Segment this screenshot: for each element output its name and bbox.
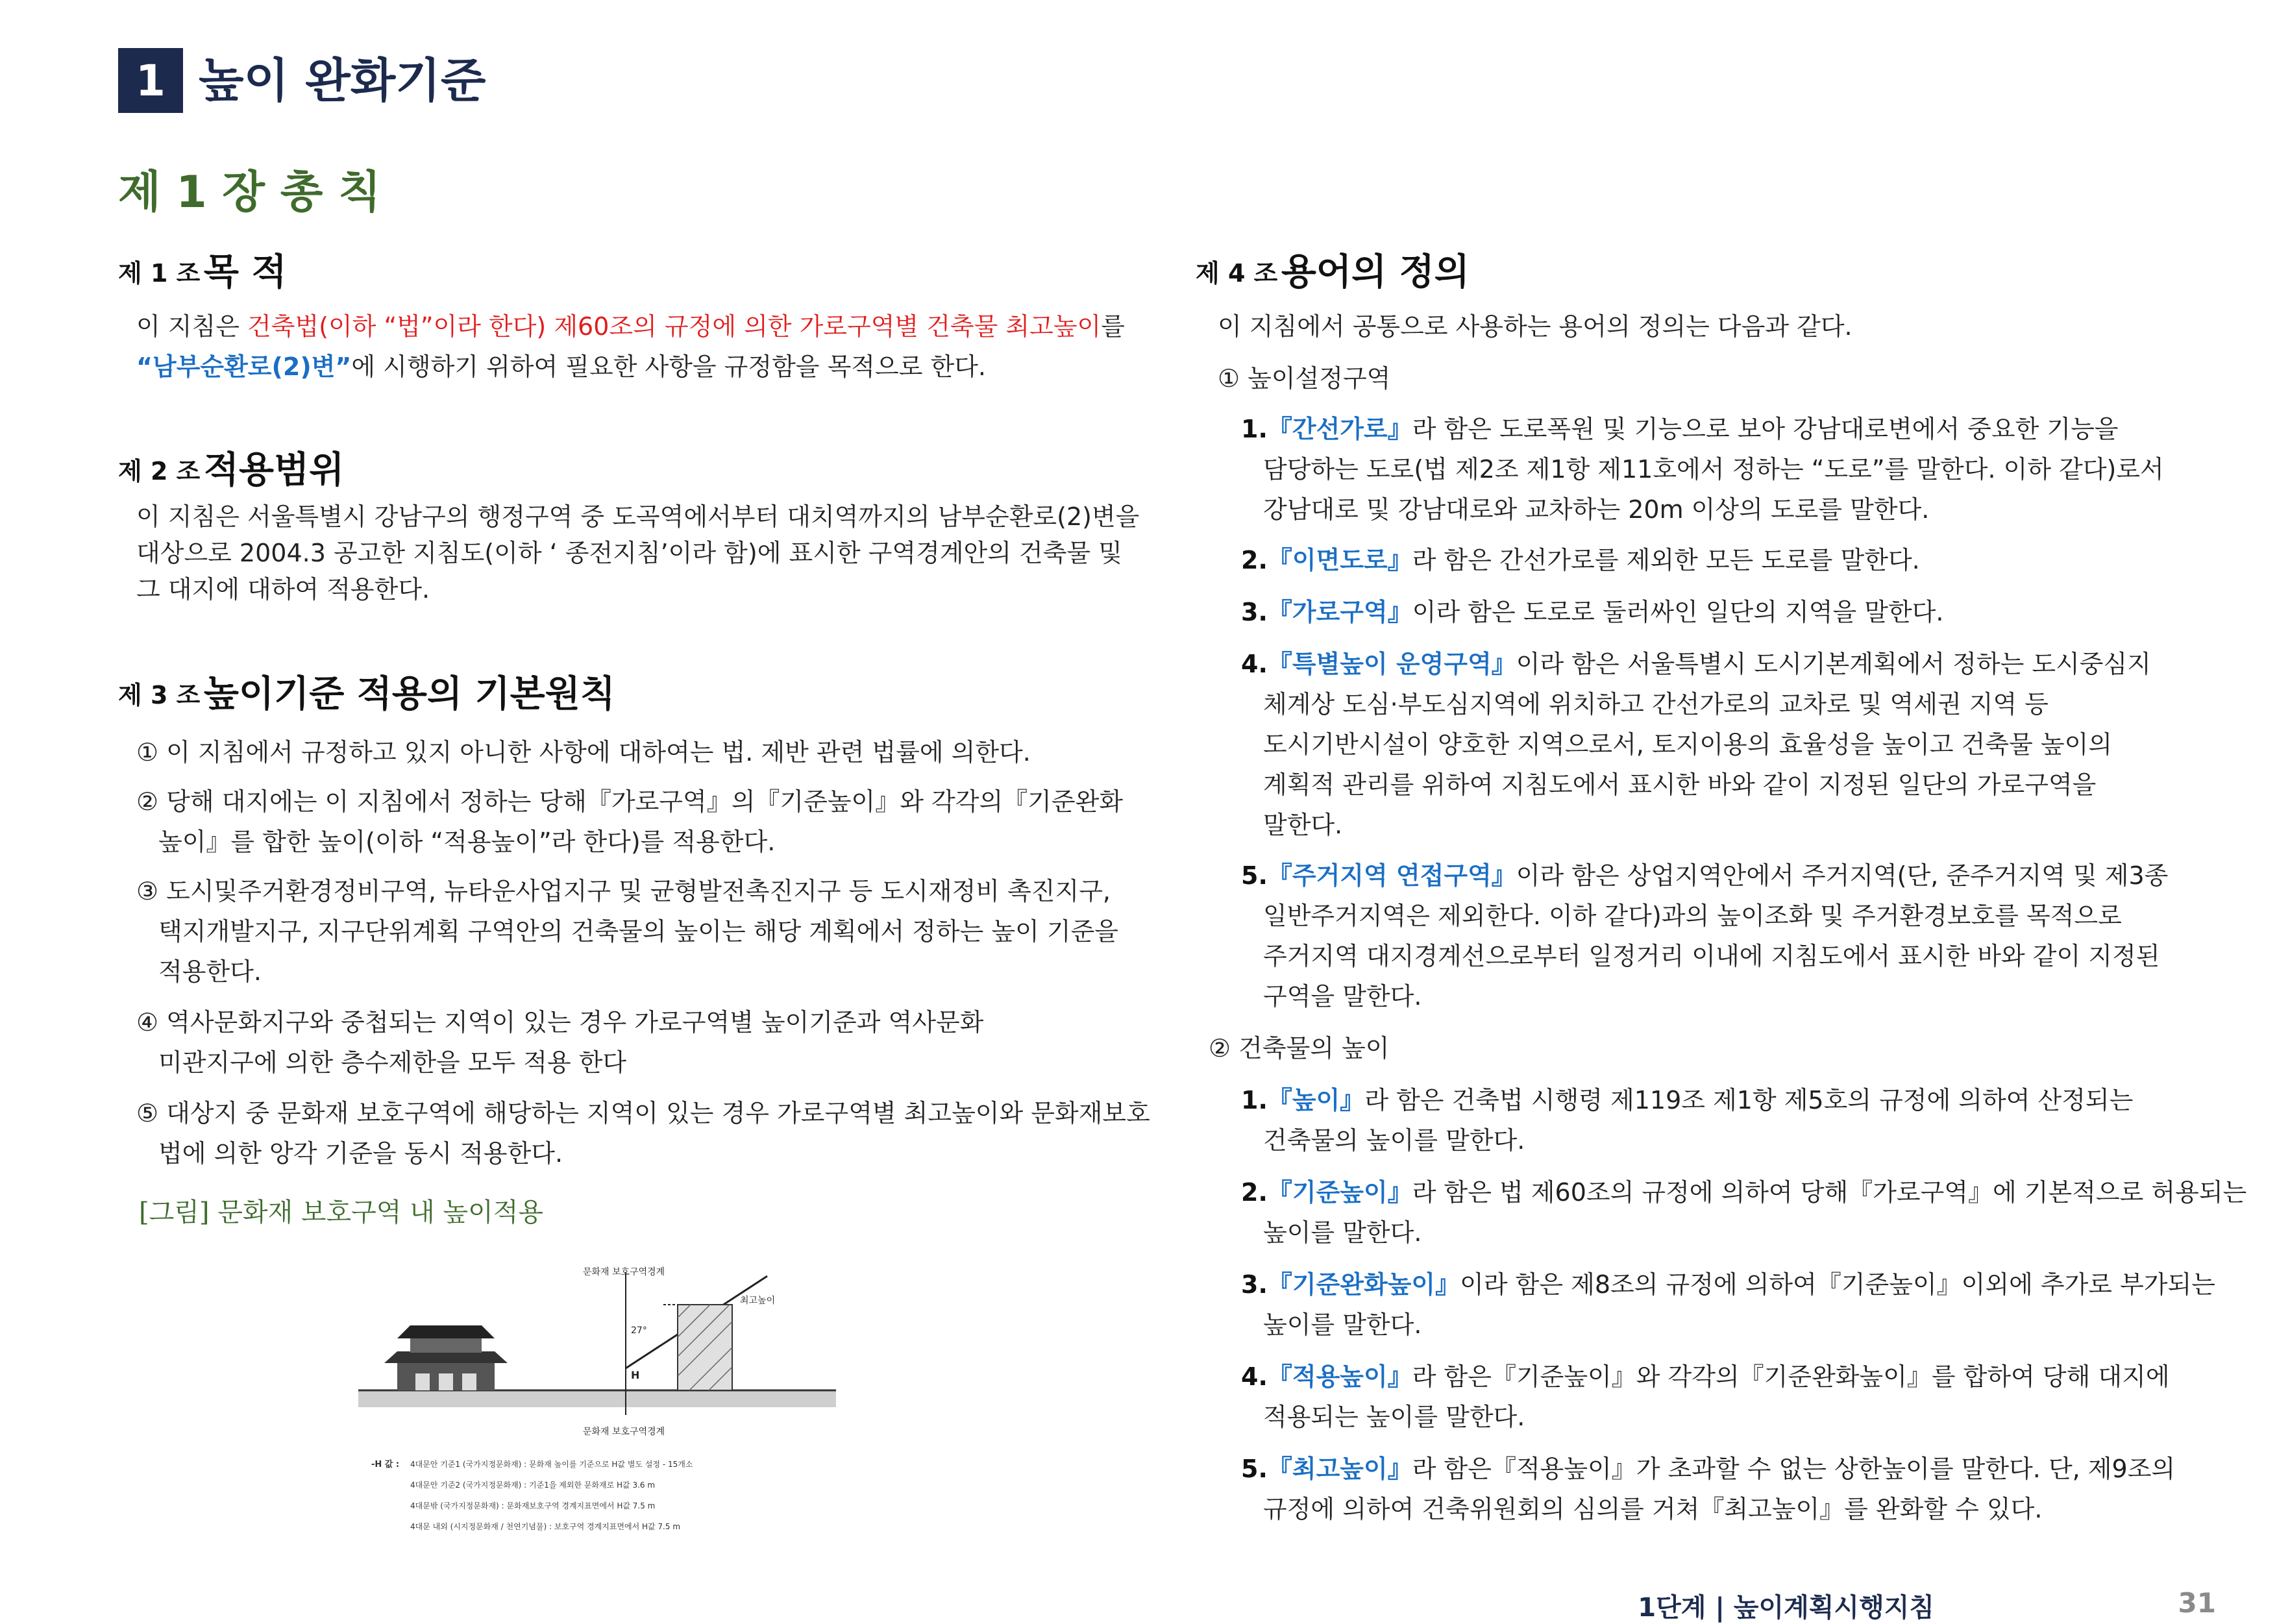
article-2-heading xyxy=(118,448,344,502)
article-3-item-5-line-1: ⑤ 대상지 중 문화재 보호구역에 해당하는 지역이 있는 경우 가로구역별 최고높이와 문화재보호 xyxy=(136,1099,1150,1127)
term-label: 『이면도로』 xyxy=(1267,546,1412,574)
term-text: 라 함은 간선가로를 제외한 모든 도로를 말한다. xyxy=(1412,546,1920,574)
term-number: 4. xyxy=(1241,650,1268,678)
text-segment: 이 지침은 xyxy=(136,312,247,341)
article-1-title: 목 적 xyxy=(203,251,287,293)
height-term-4 xyxy=(1241,1357,2170,1397)
article-2-prefix: 제 2 조 xyxy=(118,457,201,486)
term-1-line-3: 강남대로 및 강남대로와 교차하는 20m 이상의 도로를 말한다. xyxy=(1263,495,1930,524)
label-boundary-top: 문화재 보호구역경계 xyxy=(583,1267,665,1277)
article-2-line-1: 이 지침은 서울특별시 강남구의 행정구역 중 도곡역에서부터 대치역까지의 남부순환로(2)변을 xyxy=(136,502,1140,531)
article-3-item-4-line-2: 미관지구에 의한 층수제한을 모두 적용 한다 xyxy=(158,1048,627,1077)
term-text: 라 함은 법 제60조의 규정에 의하여 당해『가로구역』에 기본적으로 허용되는 xyxy=(1412,1178,2247,1207)
term-number: 5. xyxy=(1241,861,1268,890)
building-block xyxy=(678,1305,732,1390)
term-text: 라 함은 도로폭원 및 기능으로 보아 강남대로변에서 중요한 기능을 xyxy=(1412,415,2119,443)
term-5 xyxy=(1241,855,2168,896)
term-label: 『간선가로』 xyxy=(1267,415,1412,443)
height-term-3 xyxy=(1241,1264,2215,1305)
term-number: 1. xyxy=(1241,415,1268,443)
height-term-2-line-2: 높이를 말한다. xyxy=(1263,1218,1422,1247)
term-number: 4. xyxy=(1241,1362,1268,1391)
article-3-heading xyxy=(118,672,615,726)
article-2-line-2: 대상으로 2004.3 공고한 지침도(이하 ‘ 종전지침’이라 함)에 표시한 구역경계안의 건축물 및 xyxy=(136,539,1122,567)
height-term-5 xyxy=(1241,1449,2175,1489)
term-1 xyxy=(1241,409,2119,449)
section-number: 1 xyxy=(118,48,183,113)
article-4-intro: 이 지침에서 공통으로 사용하는 용어의 정의는 다음과 같다. xyxy=(1218,312,1852,341)
term-text: 이라 함은 서울특별시 도시기본계획에서 정하는 도시중심지 xyxy=(1516,650,2151,678)
highlight-blue: “남부순환로(2)변” xyxy=(136,352,352,381)
article-3-item-2-line-1: ② 당해 대지에는 이 지침에서 정하는 당해『가로구역』의『기준높이』와 각각의『기준완화 xyxy=(136,787,1123,816)
term-label: 『기준높이』 xyxy=(1267,1178,1412,1207)
term-label: 『높이』 xyxy=(1267,1086,1365,1114)
note-line: 4대문안 기준1 (국가지정문화재) : 문화재 높이를 기준으로 H값 별도 설정 - 15개소 xyxy=(410,1460,693,1469)
term-3 xyxy=(1241,592,1943,632)
article-3-item-2-line-2: 높이』를 합한 높이(이하 “적용높이”라 한다)를 적용한다. xyxy=(158,828,776,856)
term-4-line-5: 말한다. xyxy=(1263,811,1343,839)
article-3-item-4-line-1: ④ 역사문화지구와 중첩되는 지역이 있는 경우 가로구역별 높이기준과 역사문화 xyxy=(136,1008,984,1037)
article-3-item-5-line-2: 법에 의한 앙각 기준을 동시 적용한다. xyxy=(158,1139,563,1168)
term-label: 『주거지역 연접구역』 xyxy=(1267,861,1516,890)
term-label: 『가로구역』 xyxy=(1267,598,1412,626)
heritage-gate-icon xyxy=(384,1325,508,1390)
page-number: 31 xyxy=(2178,1587,2216,1619)
term-5-line-4: 구역을 말한다. xyxy=(1263,982,1422,1011)
article-4-heading xyxy=(1196,250,1470,304)
term-number: 5. xyxy=(1241,1455,1268,1483)
term-5-line-3: 주거지역 대지경계선으로부터 일정거리 이내에 지침도에서 표시한 바와 같이 지정된 xyxy=(1263,942,2160,970)
height-term-3-line-2: 높이를 말한다. xyxy=(1263,1310,1422,1339)
label-max-height: 최고높이 xyxy=(740,1296,776,1306)
article-1-line-2 xyxy=(136,347,986,387)
term-number: 2. xyxy=(1241,546,1268,574)
term-text: 라 함은『기준높이』와 각각의『기준완화높이』를 합하여 당해 대지에 xyxy=(1412,1362,2170,1391)
note-line: 4대문밖 (국가지정문화재) : 문화재보호구역 경계지표면에서 H값 7.5 m xyxy=(410,1501,656,1510)
term-4-line-4: 계획적 관리를 위하여 지침도에서 표시한 바와 같이 지정된 일단의 가로구역을 xyxy=(1263,770,2097,799)
label-boundary-bottom: 문화재 보호구역경계 xyxy=(583,1427,665,1437)
height-term-2 xyxy=(1241,1172,2246,1212)
article-3-item-3-line-1: ③ 도시및주거환경정비구역, 뉴타운사업지구 및 균형발전촉진지구 등 도시재정비 촉진지구, xyxy=(136,877,1111,905)
highlight-red: 건축법(이하 “법”이라 한다) 제60조의 규정에 의한 가로구역별 건축물 최고높이 xyxy=(247,312,1102,341)
article-1-line-1 xyxy=(136,306,1125,347)
term-label: 『최고높이』 xyxy=(1267,1455,1412,1483)
term-text: 라 함은 건축법 시행령 제119조 제1항 제5호의 규정에 의하여 산정되는 xyxy=(1364,1086,2134,1114)
term-text: 이라 함은 도로로 둘러싸인 일단의 지역을 말한다. xyxy=(1412,598,1944,626)
note-line: 4대문안 기준2 (국가지정문화재) : 기준1을 제외한 문화재로 H값 3.6 m xyxy=(410,1481,656,1490)
note-line: 4대문 내외 (시지정문화재 / 천연기념물) : 보호구역 경계지표면에서 H값 7.5 m xyxy=(410,1522,681,1531)
term-label: 『적용높이』 xyxy=(1267,1362,1412,1391)
chapter-title: 제 1 장 총 칙 xyxy=(118,167,381,218)
term-number: 1. xyxy=(1241,1086,1268,1114)
term-number: 3. xyxy=(1241,598,1268,626)
term-number: 2. xyxy=(1241,1178,1268,1207)
term-number: 3. xyxy=(1241,1270,1268,1299)
article-2-title: 적용범위 xyxy=(203,449,345,491)
term-4-line-3: 도시기반시설이 양호한 지역으로서, 토지이용의 효율성을 높이고 건축물 높이의 xyxy=(1263,730,2112,759)
figure-caption: [그림] 문화재 보호구역 내 높이적용 xyxy=(139,1198,544,1227)
height-term-4-line-2: 적용되는 높이를 말한다. xyxy=(1263,1403,1525,1431)
ground xyxy=(358,1390,836,1407)
term-label: 『특별높이 운영구역』 xyxy=(1267,650,1516,678)
article-3-item-1: ① 이 지침에서 규정하고 있지 아니한 사항에 대하여는 법. 제반 관련 법률에 의한다. xyxy=(136,738,1031,767)
term-5-line-2: 일반주거지역은 제외한다. 이하 같다)과의 높이조화 및 주거환경보호를 목적으로 xyxy=(1263,902,2122,930)
article-1-prefix: 제 1 조 xyxy=(118,259,201,288)
term-text: 이라 함은 제8조의 규정에 의하여『기준높이』이외에 추가로 부가되는 xyxy=(1460,1270,2215,1299)
term-text: 이라 함은 상업지역안에서 주거지역(단, 준주거지역 및 제3종 xyxy=(1516,861,2169,890)
term-4-line-2: 체계상 도심·부도심지역에 위치하고 간선가로의 교차로 및 역세권 지역 등 xyxy=(1263,690,2049,719)
article-3-item-3-line-3: 적용한다. xyxy=(158,957,262,986)
group-1-title: ① 높이설정구역 xyxy=(1218,364,1391,393)
article-4-title: 용어의 정의 xyxy=(1281,251,1470,293)
term-4 xyxy=(1241,644,2151,684)
figure-diagram xyxy=(358,1253,836,1545)
term-text: 라 함은『적용높이』가 초과할 수 없는 상한높이를 말한다. 단, 제9조의 xyxy=(1412,1455,2176,1483)
group-2-title: ② 건축물의 높이 xyxy=(1209,1034,1390,1063)
term-1-line-2: 담당하는 도로(법 제2조 제1항 제11호에서 정하는 “도로”를 말한다. 이하 같다)로서 xyxy=(1263,455,2164,484)
section-title: 높이 완화기준 xyxy=(199,53,486,108)
text-segment: 를 xyxy=(1101,312,1125,341)
article-1-heading xyxy=(118,250,287,304)
height-term-1-line-2: 건축물의 높이를 말한다. xyxy=(1263,1126,1525,1155)
term-2 xyxy=(1241,540,1920,580)
note-title: -H 값 : xyxy=(371,1460,400,1470)
label-angle: 27° xyxy=(631,1325,647,1336)
term-label: 『기준완화높이』 xyxy=(1267,1270,1460,1299)
article-3-item-3-line-2: 택지개발지구, 지구단위계획 구역안의 건축물의 높이는 해당 계획에서 정하는 높이 기준을 xyxy=(158,917,1118,946)
footer-chapter-label: 1단계 | 높이계획시행지침 xyxy=(1638,1593,1934,1623)
text-segment: 에 시행하기 위하여 필요한 사항을 규정함을 목적으로 한다. xyxy=(351,352,987,381)
article-2-line-3: 그 대지에 대하여 적용한다. xyxy=(136,575,430,604)
article-3-title: 높이기준 적용의 기본원칙 xyxy=(203,673,615,715)
height-term-1 xyxy=(1241,1080,2133,1120)
height-term-5-line-2: 규정에 의하여 건축위원회의 심의를 거쳐『최고높이』를 완화할 수 있다. xyxy=(1263,1495,2043,1523)
label-h: H xyxy=(631,1369,640,1381)
article-4-prefix: 제 4 조 xyxy=(1196,259,1278,288)
figure-protection-zone xyxy=(358,1253,836,1545)
article-3-prefix: 제 3 조 xyxy=(118,681,201,709)
